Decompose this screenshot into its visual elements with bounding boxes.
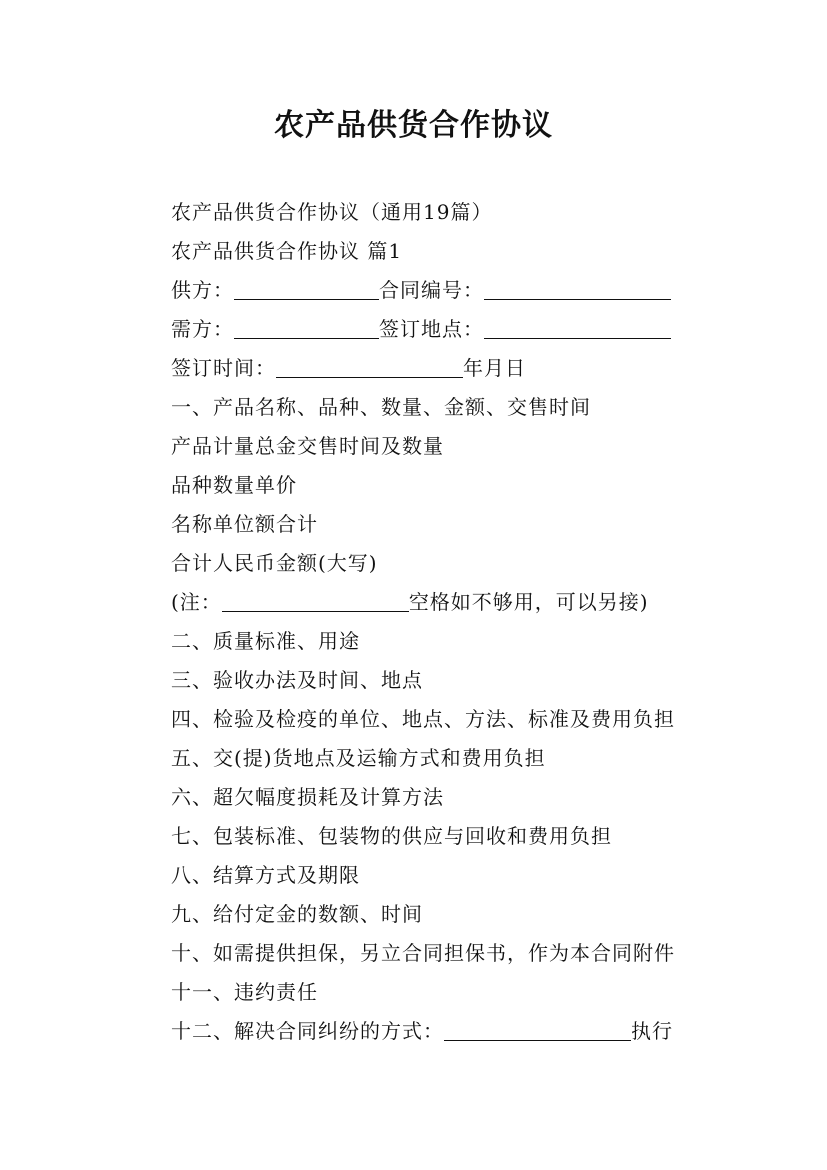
- subtitle-line: 农产品供货合作协议（通用19篇）: [171, 200, 493, 224]
- clause-12: [171, 1012, 711, 1051]
- clause-10: 十、如需提供担保，另立合同担保书，作为本合同附件: [171, 941, 675, 965]
- clause-5: 五、交(提)货地点及运输方式和费用负担: [171, 746, 546, 770]
- buyer-label: 需方：: [171, 317, 234, 341]
- date-suffix: 年月日: [463, 356, 526, 380]
- clause-11: 十一、违约责任: [171, 980, 318, 1004]
- signing-time-label: 签订时间：: [171, 356, 276, 380]
- supplier-blank: [234, 275, 379, 300]
- signing-place-label: 签订地点：: [379, 317, 484, 341]
- table-text-line: 名称单位额合计: [171, 512, 318, 536]
- buyer-line: [171, 310, 711, 349]
- contract-number-label: 合同编号：: [379, 278, 484, 302]
- table-text-line: 产品计量总金交售时间及数量: [171, 434, 444, 458]
- note-line: [171, 583, 711, 622]
- clause-1: 一、产品名称、品种、数量、金额、交售时间: [171, 395, 591, 419]
- note-text: 空格如不够用，可以另接): [408, 590, 649, 614]
- total-amount-line: 合计人民币金额(大写): [171, 551, 378, 575]
- clause-3: 三、验收办法及时间、地点: [171, 668, 423, 692]
- signing-place-blank: [484, 314, 671, 339]
- clause-2: 二、质量标准、用途: [171, 629, 360, 653]
- signing-time-blank: [276, 353, 463, 378]
- execute-text: 执行: [631, 1019, 673, 1043]
- table-text-line: 品种数量单价: [171, 473, 297, 497]
- clause-7: 七、包装标准、包装物的供应与回收和费用负担: [171, 824, 612, 848]
- section-heading: 农产品供货合作协议 篇1: [171, 239, 403, 263]
- clause-6: 六、超欠幅度损耗及计算方法: [171, 785, 444, 809]
- clause-8: 八、结算方式及期限: [171, 863, 360, 887]
- buyer-blank: [234, 314, 379, 339]
- document-title: 农产品供货合作协议: [274, 108, 553, 143]
- dispute-blank: [444, 1016, 631, 1041]
- supplier-line: [171, 271, 711, 310]
- contract-number-blank: [484, 275, 671, 300]
- note-label: (注：: [171, 590, 222, 614]
- note-blank: [222, 587, 409, 612]
- signing-time-line: [171, 349, 711, 388]
- document-body: [171, 193, 711, 1051]
- clause-9: 九、给付定金的数额、时间: [171, 902, 423, 926]
- clause-4: 四、检验及检疫的单位、地点、方法、标准及费用负担: [171, 707, 675, 731]
- dispute-label: 十二、解决合同纠纷的方式：: [171, 1019, 444, 1043]
- supplier-label: 供方：: [171, 278, 234, 302]
